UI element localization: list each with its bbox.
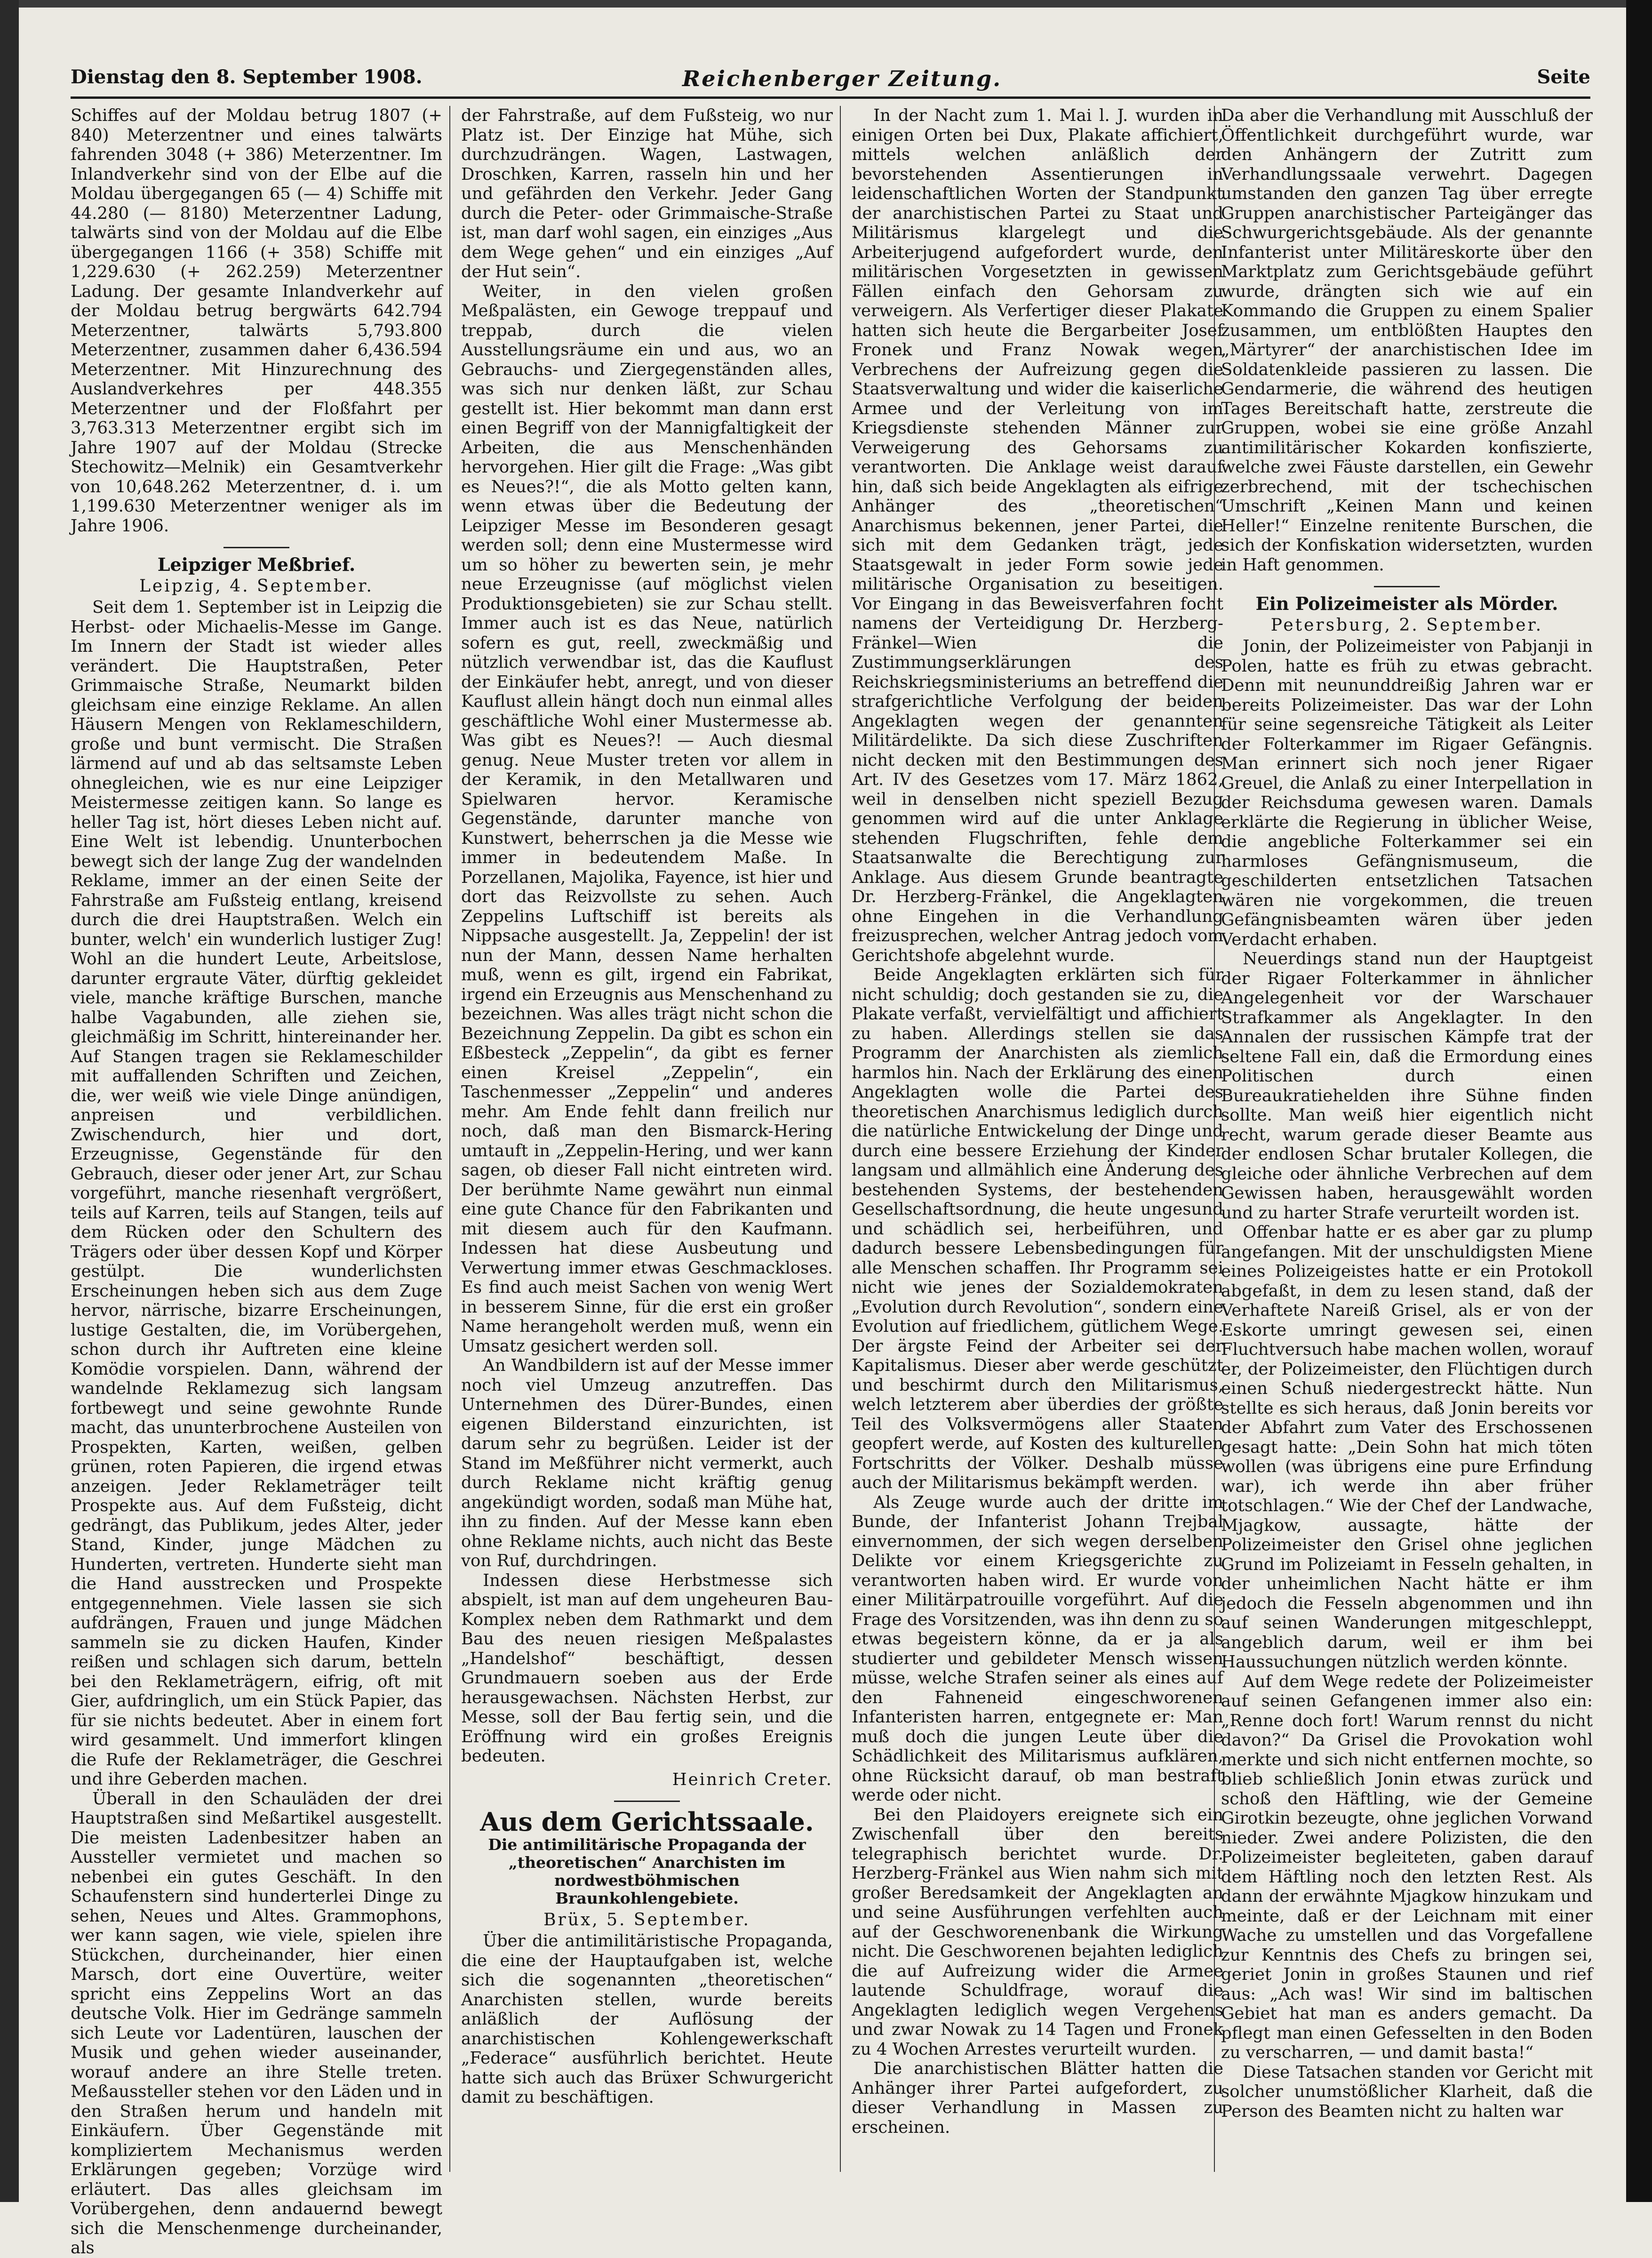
column-4 (1221, 106, 1593, 2172)
article-title-leipzig: Leipziger Meßbrief. (157, 554, 356, 575)
article-paragraph: Neuerdings stand nun der Hauptgeist der Rigaer Folterkammer in ähnlicher Angelegenheit vor der Warschauer Strafkammer als Angeklagter. In den Annalen der russischen Kämpfe trat der seltene Fall ein, daß die Ermordung eines Politischen durch einen Bureaukratiehelden ihre Sühne finden sollte. Man weiß hier eigentlich nicht recht, warum gerade dieser Beamte aus der endlosen Schar brutaler Kollegen, die gleiche oder ähnliche Verbrechen auf dem Gewissen haben, herausgewählt worden und zu harter Strafe verurteilt worden ist. (1221, 949, 1593, 1223)
column-divider (840, 106, 841, 2172)
article-paragraph: In der Nacht zum 1. Mai l. J. wurden in einigen Orten bei Dux, Plakate affichiert, mittels welchen anläßlich der bevorstehenden Assentierungen in leidenschaftlichen Worten der Standpunkt der anarchistischen Partei zu Staat und Militärismus klargelegt und die Arbeiterjugend aufgefordert wurde, den militärischen Vorgesetzten in gewissen Fällen einfach den Gehorsam zu verweigern. Als Verfertiger dieser Plakate hatten sich heute die Bergarbeiter Josef Fronek und Franz Nowak wegen Verbrechens der Aufreizung gegen die Staatsverwaltung und wider die kaiserliche Armee und der Verleitung von im Kriegsdienste stehenden Männer zur Verweigerung des Gehorsams zu verantworten. Die Anklage weist darauf hin, daß sich beide Angeklagten als eifrige Anhänger des „theoretischen“ Anarchismus bekennen, jener Partei, die sich mit dem Gedanken trägt, jede Staatsgewalt in jeder Form sowie jede militärische Organisation zu beseitigen. Vor Eingang in das Beweisverfahren focht namens der Verteidigung Dr. Herzberg-Fränkel—Wien die Zustimmungserklärungen des Reichskriegsministeriums an betreffend die strafgerichtliche Verfolgung der beiden Angeklagten wegen der genannten Militärdelikte. Da sich diese Zuschriften nicht decken mit den Bestimmungen des Art. IV des Gesetzes vom 17. März 1862, weil in denselben nicht speziell Bezug genommen wird auf die unter Anklage stehenden Flugschriften, fehle dem Staatsanwalte die Berechtigung zur Anklage. Aus diesem Grunde beantragte Dr. Herzberg-Fränkel, die Angeklagten ohne Eingehen in die Verhandlung freizusprechen, welcher Antrag jedoch vom Gerichtshofe abgelehnt wurde. (852, 106, 1223, 965)
column-3 (852, 106, 1223, 2172)
article-title-polizeimeister: Ein Polizeimeister als Mörder. (1255, 593, 1558, 614)
article-paragraph: Über die antimilitäristische Propaganda, die eine der Hauptaufgaben ist, welche sich die sogenannten „theoretischen“ Anarchisten stellen, wurde bereits anläßlich der Auflösung der anarchistischen Kohlengewerkschaft „Federace“ ausführlich berichtet. Heute hatte sich auch das Brüxer Schwurgericht damit zu beschäftigen. (461, 1931, 833, 2107)
article-paragraph: der Fahrstraße, auf dem Fußsteig, wo nur Platz ist. Der Einzige hat Mühe, sich durchzudrängen. Wagen, Lastwagen, Droschken, Karren, rasseln hin und her und gefährden den Verkehr. Jeder Gang durch die Peter- oder Grimmaische-Straße ist, man darf wohl sagen, ein einziges „Aus dem Wege gehen“ und ein einziges „Auf der Hut sein“. (461, 106, 833, 281)
article-separator (1374, 586, 1440, 587)
article-paragraph: Offenbar hatte er es aber gar zu plump angefangen. Mit der unschuldigsten Miene eines Polizeigeistes hatte er ein Protokoll abgefaßt, in dem zu lesen stand, daß der Verhaftete Nareiß Grisel, als er von der Eskorte umringt gewesen sei, einen Fluchtversuch habe machen wollen, worauf er, der Polizeimeister, den Flüchtigen durch einen Schuß niedergestreckt hätte. Nun stellte es sich heraus, daß Jonin bereits vor der Abfahrt zum Vater des Erschossenen gesagt hatte: „Dein Sohn hat mich töten wollen (was übrigens eine pure Erfindung war), ich werde ihn aber früher totschlagen.“ Wie der Chef der Landwache, Mjagkow, aussagte, hätte der Polizeimeister den Grisel ohne jeglichen Grund im Polizeiamt in Fesseln gehalten, in der unheimlichen Nacht hätte er ihm jedoch die Fesseln abgenommen und ihn auf seinen Wanderungen mitgeschleppt, angeblich darum, weil er ihm bei Haussuchungen nützlich werden könnte. (1221, 1223, 1593, 1672)
section-title-court: Aus dem Gerichtssaale. (480, 1807, 814, 1837)
article-separator (223, 547, 289, 548)
article-paragraph: Da aber die Verhandlung mit Ausschluß der Öffentlichkeit durchgeführt wurde, war den Anhängern der Zutritt zum Verhandlungssaale verwehrt. Dagegen umstanden den ganzen Tag über erregte Gruppen anarchistischer Parteigänger das Schwurgerichtsgebäude. Als der genannte Infanterist unter Militäreskorte über den Marktplatz zum Gerichtsgebäude geführt wurde, drängten sich wie auf ein Kommando die Gruppen zu einem Spalier zusammen, um entblößten Hauptes den „Märtyrer“ der anarchistischen Idee im Soldatenkleide passieren zu lassen. Die Gendarmerie, die während des heutigen Tages Bereitschaft hatte, zerstreute die Gruppen, wobei sie eine größe Anzahl antimilitärischer Kokarden konfiszierte, welche zwei Fäuste darstellen, ein Gewehr zerbrechend, mit der tschechischen Umschrift „Keinen Mann und keinen Heller!“ Einzelne renitente Burschen, die sich der Konfiskation widersetzten, wurden in Haft genommen. (1221, 106, 1593, 575)
newspaper-title: Reichenberger Zeitung. (682, 66, 1002, 91)
author-signature: Heinrich Creter. (672, 1770, 833, 1789)
article-separator (614, 1801, 680, 1802)
column-divider (449, 106, 450, 2172)
dateline-leipzig: Leipzig, 4. September. (139, 576, 374, 596)
article-paragraph: Als Zeuge wurde auch der dritte im Bunde, der Infanterist Johann Trejbal einvernommen, der sich wegen derselben Delikte vor einem Kriegsgerichte zu verantworten haben wird. Er wurde von einer Militärpatrouille vorgeführt. Auf die Frage des Vorsitzenden, was ihn denn zu so etwas begeistern könne, da er ja als studierter und gebildeter Mensch wissen müsse, welche Strafen seiner als eines auf den Fahneneid eingeschworenen Infanteristen harren, entgegnete er: Man muß doch die jungen Leute über die Schädlichkeit des Militarismus aufklären, ohne Rücksicht darauf, ob man bestraft werde oder nicht. (852, 1492, 1223, 1805)
column-2 (461, 106, 833, 2172)
page-header (71, 66, 1590, 99)
article-paragraph: An Wandbildern ist auf der Messe immer noch viel Umzeug anzutreffen. Das Unternehmen des Dürer-Bundes, einen eigenen Bilderstand einzurichten, ist darum sehr zu begrüßen. Leider ist der Stand im Meßführer nicht vermerkt, auch durch Reklame nicht kräftig genug angekündigt worden, sodaß man Mühe hat, ihn zu finden. Auf der Messe kann eben ohne Reklame nichts, auch nicht das Beste von Ruf, durchdringen. (461, 1356, 833, 1570)
article-subtitle: Die antimilitärische Propaganda der „theoretischen“ Anarchisten im nordwestböhmischen Braunkohlengebiete. (488, 1835, 806, 1907)
article-paragraph: Bei den Plaidoyers ereignete sich ein Zwischenfall über den bereits telegraphisch berichtet wurde. Dr. Herzberg-Fränkel aus Wien nahm sich mit großer Beredsamkeit der Angeklagten an und seine Ausführungen verfehlten auch auf der Geschworenenbank die Wirkung nicht. Die Geschworenen bejahten lediglich die auf Aufreizung wider die Armee lautende Schuldfrage, worauf die Angeklagten lediglich wegen Vergehens und zwar Nowak zu 14 Tagen und Fronek zu 4 Wochen Arrestes verurteilt wurden. (852, 1805, 1223, 2059)
dateline-brux: Brüx, 5. September. (543, 1910, 750, 1930)
dateline-petersburg: Petersburg, 2. September. (1270, 615, 1543, 635)
scan-border-top (0, 0, 1652, 8)
scan-border-left (0, 0, 19, 2202)
column-1 (71, 106, 442, 2258)
header-rule (71, 96, 1590, 99)
article-paragraph: Diese Tatsachen standen vor Gericht mit solcher unumstößlicher Klarheit, daß die Person des Beamten nicht zu halten war (1221, 2062, 1593, 2121)
article-paragraph: Weiter, in den vielen großen Meßpalästen, ein Gewoge treppauf und treppab, durch die vielen Ausstellungsräume ein und aus, wo an Gebrauchs- und Ziergegenständen alles, was sich nur denken läßt, zur Schau gestellt ist. Hier bekommt man dann erst einen Begriff von der Mannigfaltigkeit der Arbeiten, die aus Menschenhänden hervorgehen. Hier gilt die Frage: „Was gibt es Neues?!“, die als Motto gelten kann, wenn etwas über die Bedeutung der Leipziger Messe im Besonderen gesagt werden soll; denn eine Mustermesse wird um so höher zu bewerten sein, je mehr neue Erzeugnisse (auf möglichst vielen Produktionsgebieten) sie zur Schau stellt. Immer auch ist es das Neue, natürlich sofern es gut, reell, zweckmäßig und nützlich verwendbar ist, das die Kauflust der Einkäufer hebt, anregt, und von dieser Kauflust allein hängt doch nun einmal alles geschäftliche Wohl einer Mustermesse ab. Was gibt es Neues?! — Auch diesmal genug. Neue Muster treten vor allem in der Keramik, in den Metallwaren und Spielwaren hervor. Keramische Gegenstände, darunter manche von Kunstwert, beherrschen ja die Messe wie immer in bedeutendem Maße. In Porzellanen, Majolika, Fayence, ist hier und dort das Reizvollste zu sehen. Auch Zeppelins Luftschiff ist bereits als Nippsache ausgestellt. Ja, Zeppelin! der ist nun der Mann, dessen Name herhalten muß, wenn es gilt, irgend ein Fabrikat, irgend ein Erzeugnis aus Menschenhand zu bezeichnen. Was alles trägt nicht schon die Bezeichnung Zeppelin. Da gibt es schon ein Eßbesteck „Zeppelin“, da gibt es ferner einen Kreisel „Zeppelin“, ein Taschenmesser „Zeppelin“ und anderes mehr. Am Ende fehlt dann freilich nur noch, daß man den Bismarck-Hering umtauft in „Zeppelin-Hering, und wer kann sagen, ob dieser Fall nicht eintreten wird. Der berühmte Name gewährt nun einmal eine gute Chance für den Fabrikanten und mit diesem auch für den Kaufmann. Indessen hat diese Ausbeutung und Verwertung immer etwas Geschmackloses. Es find auch meist Sachen von wenig Wert in besserem Sinne, für die erst ein großer Name herangeholt werden muß, wenn ein Umsatz gesichert werden soll. (461, 281, 833, 1356)
article-paragraph: Seit dem 1. September ist in Leipzig die Herbst- oder Michaelis-Messe im Gange. Im Innern der Stadt ist wieder alles verändert. Die Hauptstraßen, Peter Grimmaische Straße, Neumarkt bilden gleichsam eine einzige Reklame. An allen Häusern Mengen von Reklameschildern, große und bunt vermischt. Die Straßen lärmend auf und ab das seltsamste Leben ohnegleichen, wie es nur eine Leipziger Meistermesse zeitigen kann. So lange es heller Tag ist, hört dieses Leben nicht auf. Eine Welt ist lebendig. Ununterbochen bewegt sich der lange Zug der wandelnden Reklame, immer an der einen Seite der Fahrstraße am Fußsteig entlang, kreisend durch die drei Hauptstraßen. Welch ein bunter, welch' ein wunderlich lustiger Zug! Wohl an die hundert Leute, Arbeitslose, darunter ergraute Väter, dürftig gekleidet viele, manche kräftige Burschen, manche halbe Vagabunden, alle ziehen sie, gleichmäßig im Schritt, hintereinander her. Auf Stangen tragen sie Reklameschilder mit auffallenden Schriften und Zeichen, die, wer weiß wie viele Dinge anündigen, anpreisen und verbildlichen. Zwischendurch, hier und dort, Erzeugnisse, Gegenstände für den Gebrauch, dieser oder jener Art, zur Schau vorgeführt, manche riesenhaft vergrößert, teils auf Karren, teils auf Stangen, teils auf dem Rücken oder den Schultern des Trägers oder über dessen Kopf und Körper gestülpt. Die wunderlichsten Erscheinungen heben sich aus dem Zuge hervor, närrische, bizarre Erscheinungen, lustige Gestalten, die, im Vorübergehen, schon durch ihr Auftreten eine kleine Komödie vorspielen. Dann, während der wandelnde Reklamezug sich langsam fortbewegt und seine gewohnte Runde macht, das ununterbrochene Austeilen von Prospekten, Karten, weißen, gelben grünen, roten Papieren, die irgend etwas anzeigen. Jeder Reklameträger teilt Prospekte aus. Auf dem Fußsteig, dicht gedrängt, das Publikum, jedes Alter, jeder Stand, Kinder, junge Mädchen zu Hunderten, vertreten. Hunderte sieht man die Hand ausstrecken und Prospekte entgegennehmen. Viele lassen sie sich aufdrängen, Frauen und junge Mädchen sammeln sie zu dicken Haufen, Kinder reißen und schlagen sich darum, betteln bei den Reklameträgern, eifrig, oft mit Gier, aufdringlich, um ein Stück Papier, das für sie nichts bedeutet. Aber in einem fort wird gesammelt. Und immerfort klingen die Rufe der Reklameträger, die Geschrei und ihre Geberden machen. (71, 598, 442, 1789)
shipping-report-text: Schiffes auf der Moldau betrug 1807 (+ 840) Meterzentner und eines talwärts fahrenden 3048 (+ 386) Meterzentner. Im Inlandverkehr sind von der Elbe auf die Moldau übergegangen 65 (— 4) Schiffe mit 44.280 (— 8180) Meterzentner Ladung, talwärts sind von der Moldau auf die Elbe übergegangen 1166 (+ 358) Schiffe mit 1,229.630 (+ 262.259) Meterzentner Ladung. Der gesamte Inlandverkehr auf der Moldau betrug bergwärts 642.794 Meterzentner, talwärts 5,793.800 Meterzentner, zusammen daher 6,436.594 Meterzentner. Mit Hinzurechnung des Auslandverkehres per 448.355 Meterzentner und der Floßfahrt per 3,763.313 Meterzentner ergibt sich im Jahre 1907 auf der Moldau (Strecke Stechowitz—Melnik) ein Gesamtverkehr von 10,648.262 Meterzentner, d. i. um 1,199.630 Meterzentner weniger als im Jahre 1906. (71, 106, 442, 536)
article-paragraph: Indessen diese Herbstmesse sich abspielt, ist man auf dem ungeheuren Bau-Komplex neben dem Rathmarkt und dem Bau des neuen riesigen Meßpalastes „Handelshof“ beschäftigt, dessen Grundmauern soeben aus der Erde herausgewachsen. Nächsten Herbst, zur Messe, soll der Bau fertig sein, und die Eröffnung wird ein großes Ereignis bedeuten. (461, 1570, 833, 1766)
article-paragraph: Auf dem Wege redete der Polizeimeister auf seinen Gefangenen immer also ein: „Renne doch fort! Warum rennst du nicht davon?“ Da Grisel die Provokation wohl merkte und sich nicht entfernen mochte, so blieb schließlich Jonin etwas zurück und schoß den Häftling, wie der Gemeine Girotkin bezeugte, ohne jeglichen Vorwand nieder. Zwei andere Polizisten, die den Polizeimeister begleiteten, gaben darauf dem Häftling noch den letzten Rest. Als dann der erwähnte Mjagkow hinzukam und meinte, daß er der Leichnam mit einer Wache zu umstellen und das Vorgefallene zur Kenntnis des Chefs zu bringen sei, geriet Jonin in großes Staunen und rief aus: „Ach was! Wir sind im baltischen Gebiet hat man es anders gemacht. Da pflegt man einen Gefesselten in den Boden zu verscharren, — und damit basta!“ (1221, 1672, 1593, 2062)
article-paragraph: Überall in den Schauläden der drei Hauptstraßen sind Meßartikel ausgestellt. Die meisten Ladenbesitzer haben an Aussteller vermietet und machen so nebenbei ein gutes Geschäft. In den Schaufenstern sind hunderterlei Dinge zu sehen, Neues und Altes. Grammophons, wer kann sagen, wie viele, spielen ihre Stückchen, durcheinander, hier einen Marsch, dort eine Ouvertüre, weiter spricht eins Zeppelins Wort an das deutsche Volk. Hier im Gedränge sammeln sich Leute vor Ladentüren, lauschen der Musik und gehen wieder auseinander, worauf andere an ihre Stelle treten. Meßaussteller stehen vor den Läden und in den Straßen herum und handeln mit Einkäufern. Über Gegenstände mit kompliziertem Mechanismus werden Erklärungen gegeben; Vorzüge wird erläutert. Das alles gleichsam im Vorübergehen, denn andauernd bewegt sich die Menschenmenge durcheinander, als (71, 1789, 442, 2258)
article-paragraph: Jonin, der Polizeimeister von Pabjanji in Polen, hatte es früh zu etwas gebracht. Denn mit neununddreißig Jahren war er bereits Polizeimeister. Das war der Lohn für seine segensreiche Tätigkeit als Leiter der Folterkammer im Rigaer Gefängnis. Man erinnert sich noch jener Rigaer Greuel, die Anlaß zu einer Interpellation in der Reichsduma gewesen waren. Damals erklärte die Regierung in üblicher Weise, die angebliche Folterkammer sei ein harmloses Gefängnismuseum, die geschilderten entsetzlichen Tatsachen wären nie vorgekommen, die treuen Gefängnisbeamten wären über jeden Verdacht erhaben. (1221, 637, 1593, 949)
article-paragraph: Beide Angeklagten erklärten sich für nicht schuldig; doch gestanden sie zu, die Plakate verfaßt, vervielfältigt und affichiert zu haben. Allerdings stellen sie das Programm der Anarchisten als ziemlich harmlos hin. Nach der Erklärung des einen Angeklagten wolle die Partei des theoretischen Anarchismus lediglich durch die natürliche Entwickelung der Dinge und durch eine bessere Erziehung der Kinder langsam und allmählich eine Änderung des bestehenden Systems, der bestehenden Gesellschaftsordnung, die heute ungesund und schädlich sei, herbeiführen, und dadurch bessere Lebensbedingungen für alle Menschen schaffen. Ihr Programm sei nicht wie jenes der Sozialdemokraten „Evolution durch Revolution“, sondern eine Evolution auf friedlichem, gütlichem Wege. Der ärgste Feind der Arbeiter sei der Kapitalismus. Dieser aber werde geschützt und beschirmt durch den Militarismus, welch letzterem aber überdies der größte Teil des Volksvermögens aller Staaten geopfert werde, auf Kosten des kulturellen Fortschritts der Völker. Deshalb müsse auch der Militarismus bekämpft werden. (852, 965, 1223, 1492)
scan-border-right (1626, 0, 1652, 2202)
page-number: Seite (1537, 66, 1590, 88)
article-paragraph: Die anarchistischen Blätter hatten die Anhänger ihrer Partei aufgefordert, zu dieser Verhandlung in Massen zu erscheinen. (852, 2059, 1223, 2137)
header-date: Dienstag den 8. September 1908. (71, 66, 423, 88)
